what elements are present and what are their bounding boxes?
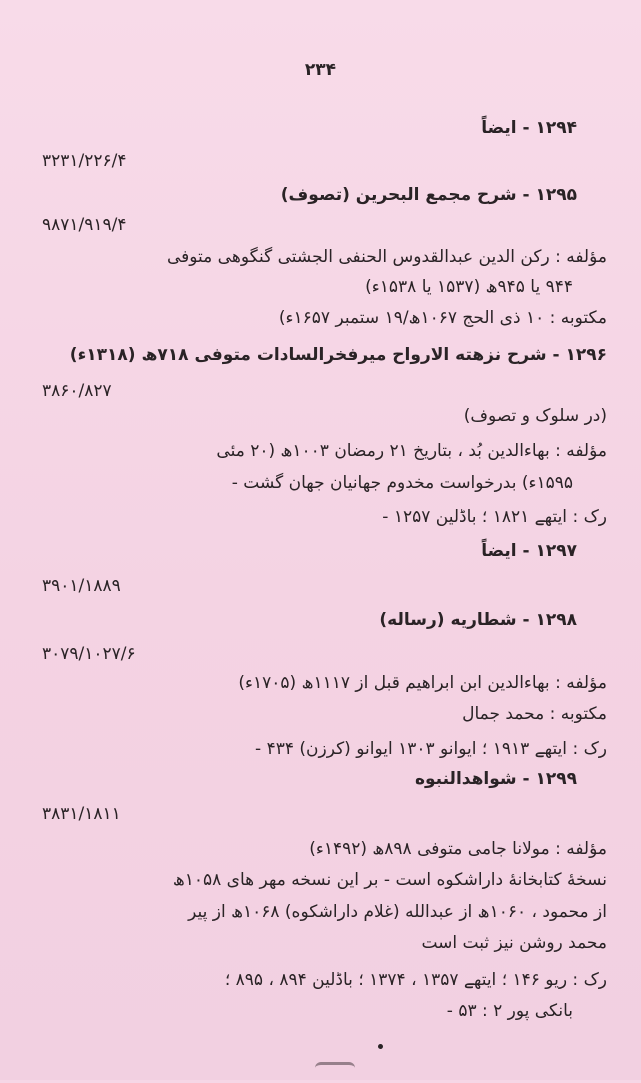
entry-1297-heading: ۱۲۹۷ - ایضاً xyxy=(481,541,577,561)
entry-1299-note-end: محمد روشن نیز ثبت است xyxy=(421,933,607,953)
entry-1299-author: مؤلفه : مولانا جامی متوفی ۸۹۸ھ (۱۴۹۲ء) xyxy=(309,839,607,859)
entry-1298-author: مؤلفه : بهاءالدین ابن ابراهیم قبل از ۱۱۱۷ھ (۱۷۰۵ء) xyxy=(238,673,607,693)
entry-1294-heading: ۱۲۹۴ - ایضاً xyxy=(481,118,577,138)
entry-1299-shelfmark: ۳۸۳۱/۱۸۱۱ xyxy=(42,804,121,824)
entry-1299-note: نسخهٔ کتابخانهٔ داراشکوه است - بر این نسخه مهر های ۱۰۵۸ھ xyxy=(172,870,607,890)
entry-1296-author-cont: ۱۵۹۵ء) بدرخواست مخدوم جهانیان جهان گشت - xyxy=(231,473,573,493)
entry-1296-author: مؤلفه : بهاءالدین بُد ، بتاریخ ۲۱ رمضان ۱۰۰۳ھ (۲۰ مئی xyxy=(216,441,607,461)
page-dot xyxy=(378,1044,383,1049)
entry-1299-refs-cont: بانکی پور ۲ : ۵۳ - xyxy=(446,1001,573,1021)
entry-1294-shelfmark: ۳۲۳۱/۲۲۶/۴ xyxy=(42,151,127,171)
entry-1298-shelfmark: ۳۰۷۹/۱۰۲۷/۶ xyxy=(42,644,136,664)
entry-1298-heading: ۱۲۹۸ - شطاریه (رساله) xyxy=(379,610,577,630)
entry-1297-shelfmark: ۳۹۰۱/۱۸۸۹ xyxy=(42,576,121,596)
entry-1298-refs: رک : ایتهے ۱۹۱۳ ؛ ایوانو ۱۳۰۳ ایوانو (کرزن) ۴۳۴ - xyxy=(255,739,607,759)
entry-1296-refs: رک : ایتهے ۱۸۲۱ ؛ باڈلین ۱۲۵۷ - xyxy=(382,507,607,527)
entry-1296-heading: ۱۲۹۶ - شرح نزهته الارواح میرفخرالسادات متوفی ۷۱۸ھ (۱۳۱۸ء) xyxy=(69,345,607,365)
entry-1295-heading: ۱۲۹۵ - شرح مجمع البحرین (تصوف) xyxy=(280,185,577,205)
entry-1295-author: مؤلفه : رکن الدین عبدالقدوس الحنفی الجشتی گنگوهی متوفی xyxy=(166,247,607,267)
entry-1299-note-cont: از محمود ، ۱۰۶۰ھ از عبدالله (غلام داراشکوه) ۱۰۶۸ھ از پیر xyxy=(188,902,607,922)
entry-1298-copied: مکتوبه : محمد جمال xyxy=(462,704,607,724)
entry-1295-author-cont: ۹۴۴ یا ۹۴۵ھ (۱۵۳۷ یا ۱۵۳۸ء) xyxy=(365,277,573,297)
entry-1295-shelfmark: ۹۸۷۱/۹۱۹/۴ xyxy=(42,215,127,235)
entry-1299-heading: ۱۲۹۹ - شواهدالنبوه xyxy=(414,769,577,789)
entry-1299-refs: رک : ریو ۱۴۶ ؛ ایتهے ۱۳۵۷ ، ۱۳۷۴ ؛ باڈلین ۸۹۴ ، ۸۹۵ ؛ xyxy=(224,970,607,990)
entry-1296-shelfmark: ۳۸۶۰/۸۲۷ xyxy=(42,381,112,401)
entry-1296-subject: (در سلوک و تصوف) xyxy=(463,406,607,426)
page-number: ۲۳۴ xyxy=(304,60,337,80)
entry-1295-copied: مکتوبه : ۱۰ ذی الحج ۱۰۶۷ھ/۱۹ ستمبر ۱۶۵۷ء) xyxy=(278,308,607,328)
